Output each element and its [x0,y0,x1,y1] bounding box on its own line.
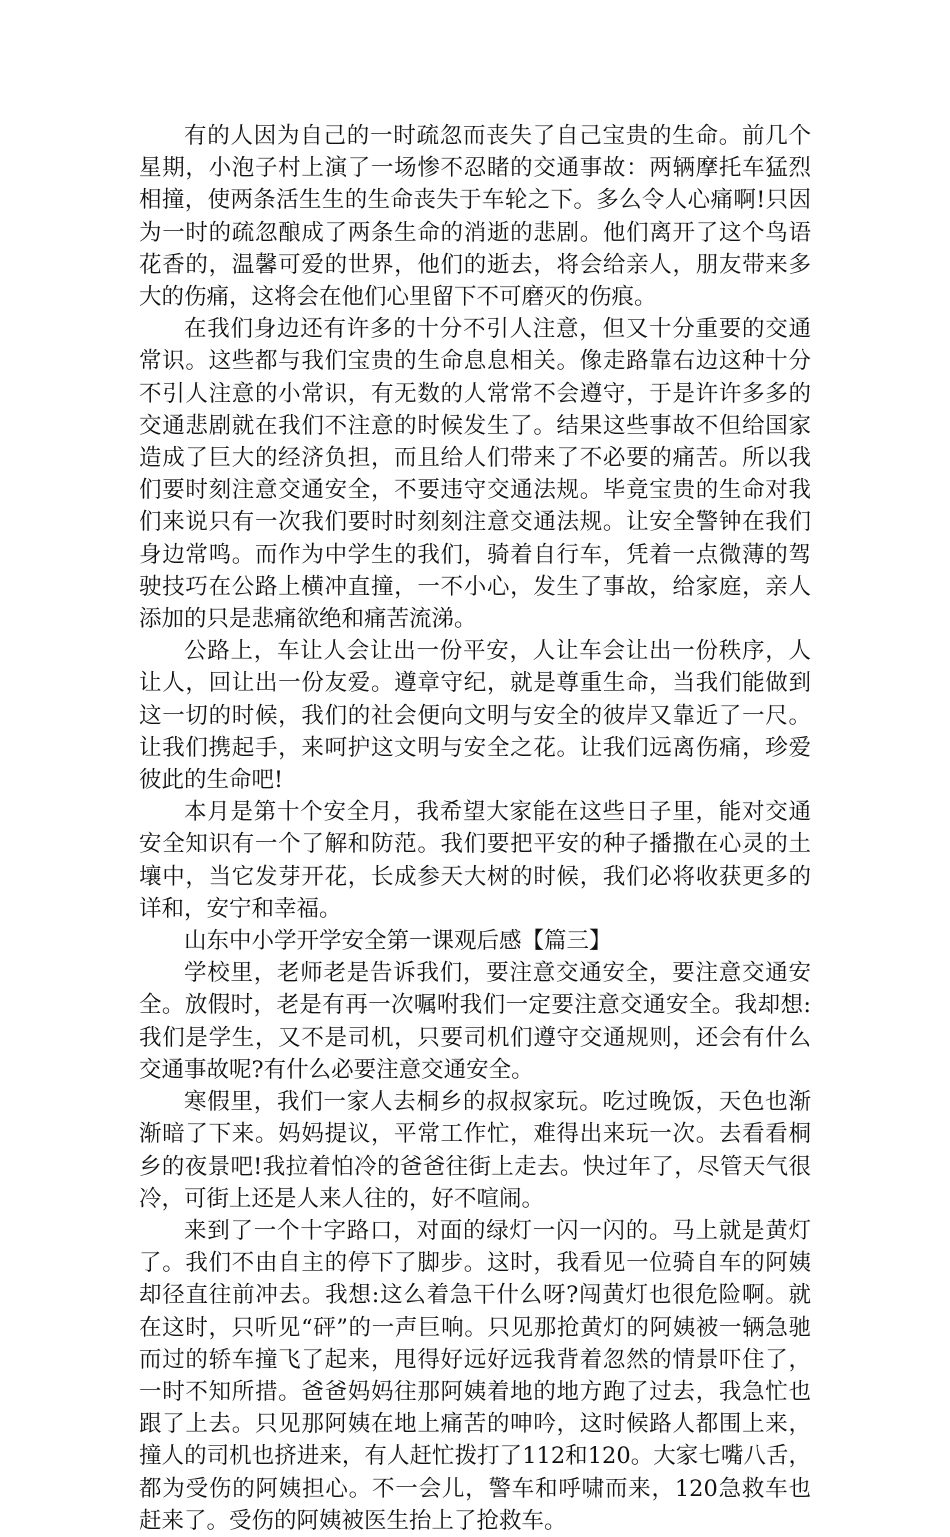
paragraph-3: 公路上，车让人会让出一份平安，人让车会让出一份秩序，人让人，回让出一份友爱。遵章守纪，就是尊重生命，当我们能做到这一切的时候，我们的社会便向文明与安全的彼岸又靠近了一尺。让我们携起手，来呵护这文明与安全之花。让我们远离伤痛，珍爱彼此的生命吧! [139,638,811,794]
paragraph-6: 寒假里，我们一家人去桐乡的叔叔家玩。吃过晚饭，天色也渐渐暗了下来。妈妈提议，平常工作忙，难得出来玩一次。去看看桐乡的夜景吧!我拉着怕冷的爸爸往街上走去。快过年了，尽管天气很冷，可街上还是人来人往的，好不喧闹。 [139,1089,811,1212]
paragraph-7: 来到了一个十字路口，对面的绿灯一闪一闪的。马上就是黄灯了。我们不由自主的停下了脚步。这时，我看见一位骑自车的阿姨却径直往前冲去。我想:这么着急干什么呀?闯黄灯也很危险啊。就在这时，只听见“砰”的一声巨响。只见那抢黄灯的阿姨被一辆急驰而过的轿车撞飞了起来，甩得好远好远我背着忽然的情景吓住了，一时不知所措。爸爸妈妈往那阿姨着地的地方跑了过去，我急忙也跟了上去。只见那阿姨在地上痛苦的呻吟，这时候路人都围上来，撞人的司机也挤进来，有人赶忙拨打了112和120。大家七嘴八舌，都为受伤的阿姨担心。不一会儿，警车和呼啸而来，120急救车也赶来了。受伤的阿姨被医生抬上了抢救车。 [139,1217,811,1534]
paragraph-1: 有的人因为自己的一时疏忽而丧失了自己宝贵的生命。前几个星期，小泡子村上演了一场惨不忍睹的交通事故：两辆摩托车猛烈相撞，使两条活生生的生命丧失于车轮之下。多么令人心痛啊!只因为一时的疏忽酿成了两条生命的消逝的悲剧。他们离开了这个鸟语花香的，温馨可爱的世界，他们的逝去，将会给亲人，朋友带来多大的伤痛，这将会在他们心里留下不可磨灭的伤痕。 [139,123,811,311]
paragraph-5: 学校里，老师老是告诉我们，要注意交通安全，要注意交通安全。放假时，老是有再一次嘱咐我们一定要注意交通安全。我却想:我们是学生，又不是司机，只要司机们遵守交通规则，还会有什么交通事故呢?有什么必要注意交通安全。 [139,960,811,1083]
paragraph-2: 在我们身边还有许多的十分不引人注意，但又十分重要的交通常识。这些都与我们宝贵的生命息息相关。像走路靠右边这种十分不引人注意的小常识，有无数的人常常不会遵守，于是许许多多的交通悲剧就在我们不注意的时候发生了。结果这些事故不但给国家造成了巨大的经济负担，而且给人们带来了不必要的痛苦。所以我们要时刻注意交通安全，不要违守交通法规。毕竟宝贵的生命对我们来说只有一次我们要时时刻刻注意交通法规。让安全警钟在我们身边常鸣。而作为中学生的我们，骑着自行车，凭着一点微薄的驾驶技巧在公路上横冲直撞，一不小心，发生了事故，给家庭，亲人添加的只是悲痛欲绝和痛苦流涕。 [139,316,811,633]
paragraph-4: 本月是第十个安全月，我希望大家能在这些日子里，能对交通安全知识有一个了解和防范。我们要把平安的种子播撒在心灵的土壤中，当它发芽开花，长成参天大树的时候，我们必将收获更多的详和，安宁和幸福。 [139,799,811,922]
document-body [139,120,811,1537]
section-heading: 山东中小学开学安全第一课观后感【篇三】 [184,928,612,955]
